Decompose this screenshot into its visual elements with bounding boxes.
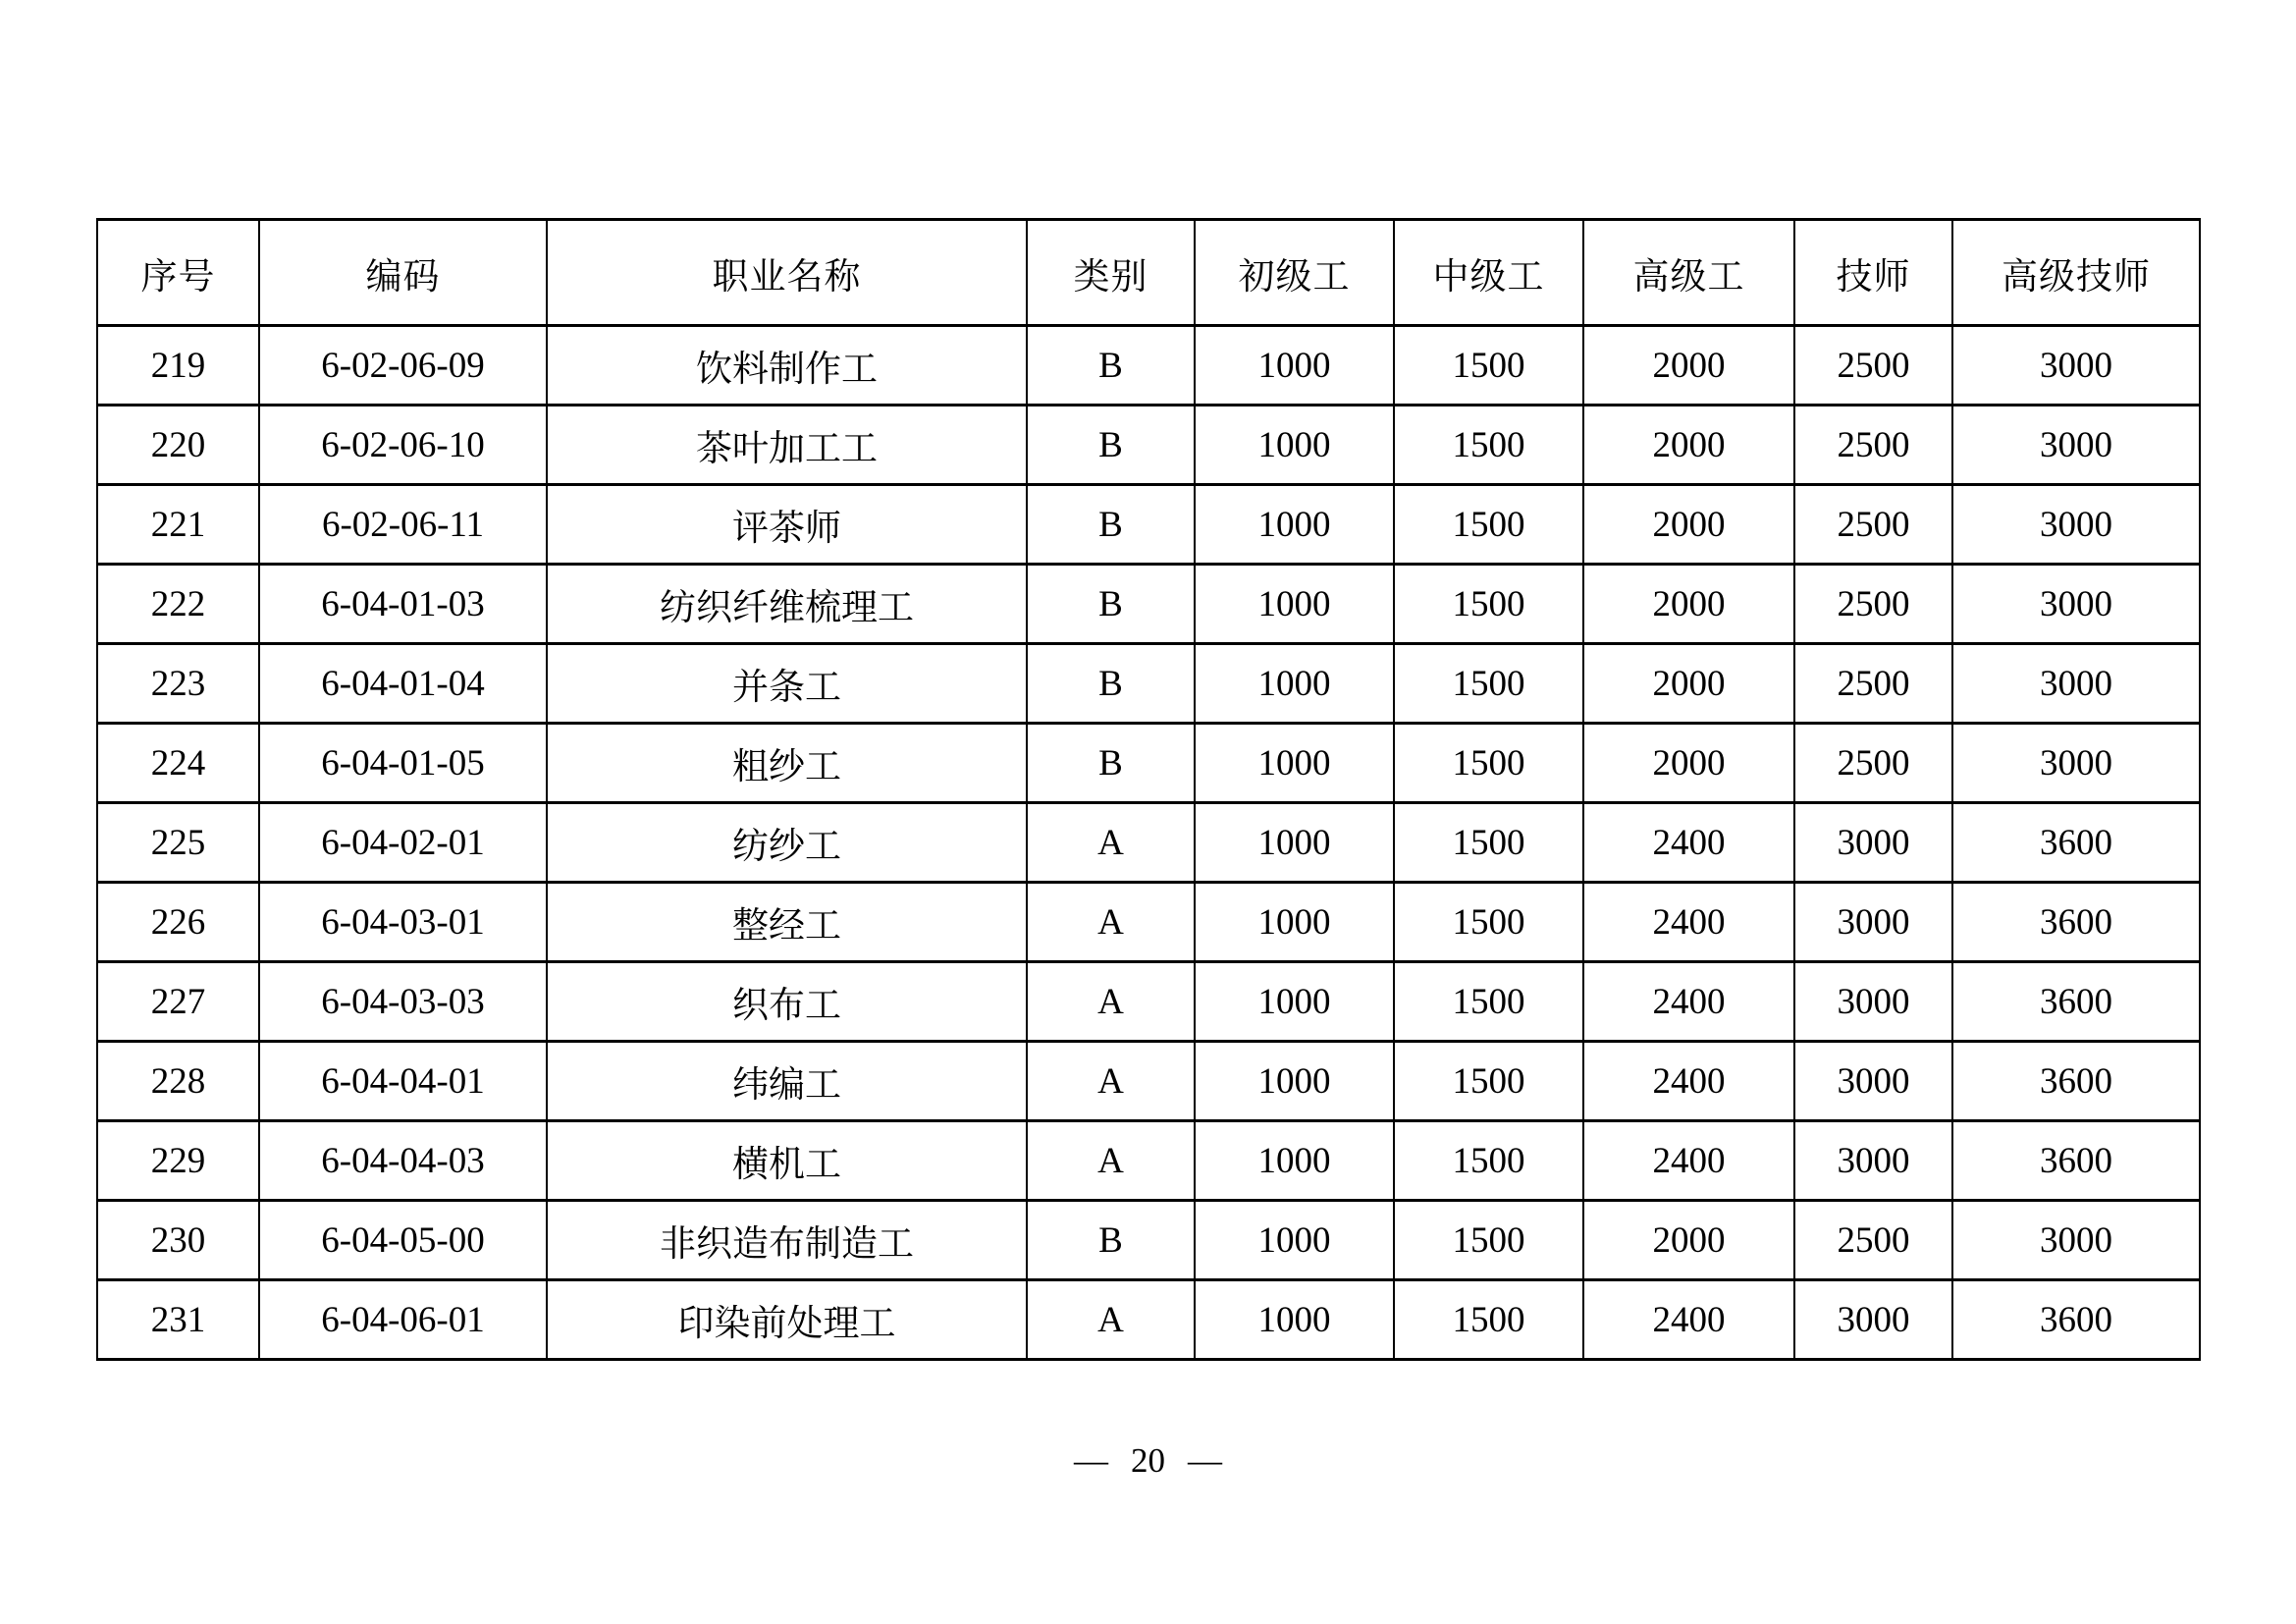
cell-intermediate-worker: 1500 [1394,485,1583,565]
page-footer [0,1441,2296,1481]
cell-senior-worker: 2000 [1583,326,1794,406]
cell-serial-number: 225 [97,803,259,883]
cell-category: B [1027,565,1195,644]
cell-technician: 3000 [1794,803,1952,883]
cell-occupation-name: 粗纱工 [547,724,1027,803]
table-row [97,803,2200,883]
cell-senior-worker: 2000 [1583,485,1794,565]
cell-senior-worker: 2000 [1583,644,1794,724]
header-category: 类别 [1027,220,1195,326]
cell-serial-number: 228 [97,1042,259,1121]
cell-senior-worker: 2400 [1583,883,1794,962]
header-occupation-name: 职业名称 [547,220,1027,326]
header-senior-technician: 高级技师 [1952,220,2200,326]
cell-technician: 3000 [1794,1280,1952,1360]
table-row [97,485,2200,565]
cell-category: B [1027,485,1195,565]
cell-serial-number: 229 [97,1121,259,1201]
cell-technician: 2500 [1794,1201,1952,1280]
cell-junior-worker: 1000 [1195,1042,1394,1121]
cell-category: A [1027,1042,1195,1121]
cell-junior-worker: 1000 [1195,1201,1394,1280]
cell-senior-worker: 2400 [1583,962,1794,1042]
cell-senior-technician: 3000 [1952,406,2200,485]
header-intermediate-worker: 中级工 [1394,220,1583,326]
cell-technician: 3000 [1794,1042,1952,1121]
page-number: 20 [1131,1441,1165,1480]
table-row [97,1121,2200,1201]
table-row [97,565,2200,644]
cell-serial-number: 220 [97,406,259,485]
table-body [97,326,2200,1360]
cell-technician: 2500 [1794,644,1952,724]
cell-intermediate-worker: 1500 [1394,565,1583,644]
cell-occupation-name: 茶叶加工工 [547,406,1027,485]
cell-senior-technician: 3000 [1952,644,2200,724]
cell-occupation-name: 横机工 [547,1121,1027,1201]
cell-code: 6-04-06-01 [259,1280,547,1360]
cell-serial-number: 223 [97,644,259,724]
cell-senior-technician: 3600 [1952,803,2200,883]
cell-occupation-name: 印染前处理工 [547,1280,1027,1360]
cell-code: 6-04-01-04 [259,644,547,724]
cell-junior-worker: 1000 [1195,644,1394,724]
cell-senior-technician: 3600 [1952,1280,2200,1360]
cell-code: 6-02-06-10 [259,406,547,485]
cell-occupation-name: 纺织纤维梳理工 [547,565,1027,644]
header-code: 编码 [259,220,547,326]
cell-intermediate-worker: 1500 [1394,1201,1583,1280]
cell-category: A [1027,1280,1195,1360]
cell-technician: 2500 [1794,565,1952,644]
cell-serial-number: 221 [97,485,259,565]
cell-code: 6-02-06-11 [259,485,547,565]
table-row [97,883,2200,962]
cell-occupation-name: 评茶师 [547,485,1027,565]
cell-code: 6-04-01-05 [259,724,547,803]
cell-serial-number: 224 [97,724,259,803]
cell-technician: 3000 [1794,1121,1952,1201]
cell-intermediate-worker: 1500 [1394,962,1583,1042]
cell-senior-technician: 3600 [1952,1042,2200,1121]
cell-occupation-name: 并条工 [547,644,1027,724]
cell-category: B [1027,644,1195,724]
cell-code: 6-04-01-03 [259,565,547,644]
cell-occupation-name: 纬编工 [547,1042,1027,1121]
cell-senior-worker: 2400 [1583,1042,1794,1121]
header-serial-number: 序号 [97,220,259,326]
cell-intermediate-worker: 1500 [1394,1121,1583,1201]
cell-serial-number: 226 [97,883,259,962]
cell-category: A [1027,962,1195,1042]
cell-senior-technician: 3000 [1952,1201,2200,1280]
cell-junior-worker: 1000 [1195,883,1394,962]
cell-technician: 3000 [1794,962,1952,1042]
cell-senior-worker: 2000 [1583,1201,1794,1280]
cell-code: 6-04-02-01 [259,803,547,883]
cell-senior-worker: 2400 [1583,1121,1794,1201]
cell-technician: 2500 [1794,485,1952,565]
cell-senior-worker: 2400 [1583,803,1794,883]
cell-junior-worker: 1000 [1195,565,1394,644]
cell-junior-worker: 1000 [1195,1280,1394,1360]
cell-junior-worker: 1000 [1195,803,1394,883]
cell-code: 6-04-04-01 [259,1042,547,1121]
cell-technician: 2500 [1794,724,1952,803]
table-row [97,1201,2200,1280]
salary-grade-table [96,218,2201,1361]
cell-intermediate-worker: 1500 [1394,883,1583,962]
cell-serial-number: 222 [97,565,259,644]
cell-junior-worker: 1000 [1195,326,1394,406]
cell-code: 6-04-05-00 [259,1201,547,1280]
cell-technician: 2500 [1794,406,1952,485]
cell-category: B [1027,406,1195,485]
cell-junior-worker: 1000 [1195,1121,1394,1201]
cell-junior-worker: 1000 [1195,724,1394,803]
table-row [97,1042,2200,1121]
table-row [97,1280,2200,1360]
cell-intermediate-worker: 1500 [1394,1042,1583,1121]
cell-category: A [1027,883,1195,962]
table-header-row [97,220,2200,326]
footer-dash-right: — [1188,1441,1222,1480]
cell-junior-worker: 1000 [1195,406,1394,485]
cell-senior-technician: 3600 [1952,1121,2200,1201]
table-row [97,406,2200,485]
cell-category: B [1027,326,1195,406]
cell-occupation-name: 整经工 [547,883,1027,962]
cell-senior-technician: 3000 [1952,724,2200,803]
cell-category: B [1027,1201,1195,1280]
table-row [97,724,2200,803]
cell-category: A [1027,1121,1195,1201]
cell-intermediate-worker: 1500 [1394,803,1583,883]
cell-junior-worker: 1000 [1195,485,1394,565]
cell-occupation-name: 纺纱工 [547,803,1027,883]
cell-code: 6-04-04-03 [259,1121,547,1201]
table-row [97,326,2200,406]
cell-senior-technician: 3000 [1952,485,2200,565]
cell-senior-worker: 2400 [1583,1280,1794,1360]
cell-intermediate-worker: 1500 [1394,406,1583,485]
cell-occupation-name: 饮料制作工 [547,326,1027,406]
cell-intermediate-worker: 1500 [1394,644,1583,724]
header-junior-worker: 初级工 [1195,220,1394,326]
table-row [97,962,2200,1042]
cell-serial-number: 227 [97,962,259,1042]
cell-technician: 3000 [1794,883,1952,962]
cell-senior-technician: 3600 [1952,883,2200,962]
cell-technician: 2500 [1794,326,1952,406]
cell-senior-worker: 2000 [1583,724,1794,803]
cell-code: 6-02-06-09 [259,326,547,406]
cell-senior-technician: 3000 [1952,565,2200,644]
cell-senior-technician: 3600 [1952,962,2200,1042]
cell-category: B [1027,724,1195,803]
cell-occupation-name: 织布工 [547,962,1027,1042]
cell-serial-number: 231 [97,1280,259,1360]
header-senior-worker: 高级工 [1583,220,1794,326]
cell-intermediate-worker: 1500 [1394,724,1583,803]
cell-code: 6-04-03-03 [259,962,547,1042]
cell-serial-number: 230 [97,1201,259,1280]
cell-occupation-name: 非织造布制造工 [547,1201,1027,1280]
cell-intermediate-worker: 1500 [1394,1280,1583,1360]
table-row [97,644,2200,724]
cell-code: 6-04-03-01 [259,883,547,962]
cell-serial-number: 219 [97,326,259,406]
cell-senior-worker: 2000 [1583,406,1794,485]
cell-senior-technician: 3000 [1952,326,2200,406]
cell-senior-worker: 2000 [1583,565,1794,644]
footer-dash-left: — [1074,1441,1108,1480]
cell-intermediate-worker: 1500 [1394,326,1583,406]
header-technician: 技师 [1794,220,1952,326]
cell-junior-worker: 1000 [1195,962,1394,1042]
cell-category: A [1027,803,1195,883]
